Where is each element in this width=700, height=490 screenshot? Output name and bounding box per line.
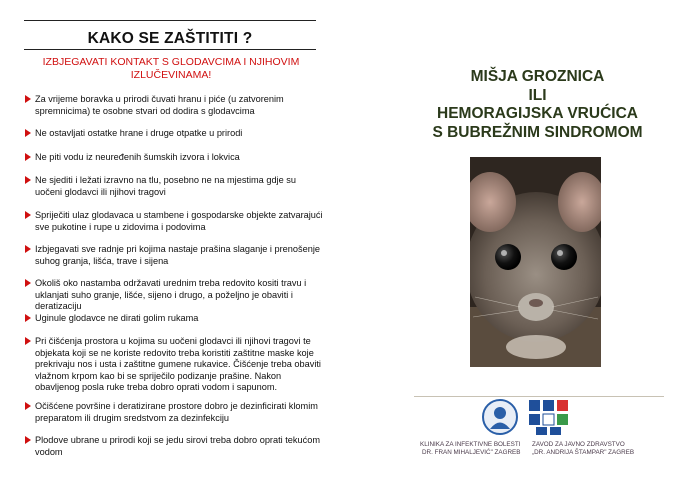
footer-rule <box>414 396 664 397</box>
top-rule <box>24 20 316 21</box>
bullet-arrow-icon <box>25 245 31 253</box>
bullet-arrow-icon <box>25 402 31 410</box>
mouse-illustration <box>470 157 601 367</box>
institute-name-line: ZAVOD ZA JAVNO ZDRAVSTVO <box>532 441 625 448</box>
bullet-arrow-icon <box>25 314 31 322</box>
list-item-text: Ne ostavljati ostatke hrane i druge otpatke u prirodi <box>35 128 243 138</box>
list-item-text: Uginule glodavce ne dirati golim rukama <box>35 313 199 323</box>
list-item-text: Očišćene površine i deratizirane prostore dobro je dezinficirati klomim preparatom ili drugim sredstvom za dezinfekciju <box>35 401 318 423</box>
heading-rule <box>24 49 316 50</box>
clinic-emblem-icon <box>481 398 519 436</box>
list-item-text: Izbjegavati sve radnje pri kojima nastaje prašina slaganje i prenošenje suhog granja, lišća, trave i sijena <box>35 244 320 266</box>
institute-logo <box>527 398 571 436</box>
left-heading: KAKO SE ZAŠTITITI ? <box>87 30 253 47</box>
list-item-text: Ne piti vodu iz neuređenih šumskih izvora i lokvica <box>35 152 240 162</box>
bullet-arrow-icon <box>25 211 31 219</box>
clinic-name-line: KLINIKA ZA INFEKTIVNE BOLESTI <box>420 441 521 448</box>
list-item-text: Pri čišćenja prostora u kojima su uočeni glodavci ili njihovi tragovi te objekata koji se ne koriste redovito treba koristiti zaštitne maske koje prekrivaju nos i usta i zaštitne gumene rukavice. Čišćenje treba obaviti vlažnom krpom kao bi se spriječilo podizanje prašine. Nakon obavljenog posla ruke treba dobro oprati vodom i sapunom. <box>35 336 321 392</box>
institute-name <box>532 441 652 457</box>
bullet-arrow-icon <box>25 95 31 103</box>
bullet-arrow-icon <box>25 129 31 137</box>
list-item-text: Plodove ubrane u prirodi koji se jedu sirovi treba dobro oprati tekućom vodom <box>35 435 320 457</box>
clinic-name-line: DR. FRAN MIHALJEVIĆ" ZAGREB <box>422 449 521 456</box>
list-item-text: Ne sjediti i ležati izravno na tlu, posebno ne na mjestima gdje su uočeni glodavci ili njihovi tragovi <box>35 175 296 197</box>
mouse-photo <box>470 157 601 367</box>
title-line: S BUBREŽNIM SINDROMOM <box>432 123 643 141</box>
bullet-arrow-icon <box>25 176 31 184</box>
institute-name-line: „DR. ANDRIJA ŠTAMPAR" ZAGREB <box>532 449 635 456</box>
brochure-title <box>405 68 670 142</box>
title-line: ILI <box>528 86 547 104</box>
bullet-arrow-icon <box>25 436 31 444</box>
clinic-name <box>420 441 530 457</box>
title-line: MIŠJA GROZNICA <box>470 68 605 85</box>
warning-text: IZBJEGAVATI KONTAKT S GLODAVCIMA I NJIHOVIM IZLUČEVINAMA! <box>42 56 300 81</box>
list-item-text: Za vrijeme boravka u prirodi čuvati hranu i piće (u zatvorenim spremnicima) te osobne stvari od dodira s glodavcima <box>35 94 284 116</box>
clinic-logo <box>481 398 519 436</box>
bullet-arrow-icon <box>25 153 31 161</box>
institute-emblem-icon <box>527 398 571 436</box>
title-line: HEMORAGIJSKA VRUĆICA <box>437 105 638 122</box>
bullet-arrow-icon <box>25 279 31 287</box>
list-item-text: Okoliš oko nastamba održavati urednim treba redovito kositi travu i uklanjati suho granje, lišće, sijeno i drugo, a poželjno je obaviti i deratizaciju <box>35 278 307 311</box>
list-item-text: Spriječiti ulaz glodavaca u stambene i gospodarske objekte zatvarajući sve pukotine i rupe u zidovima i podovima <box>35 210 323 232</box>
bullet-arrow-icon <box>25 337 31 345</box>
